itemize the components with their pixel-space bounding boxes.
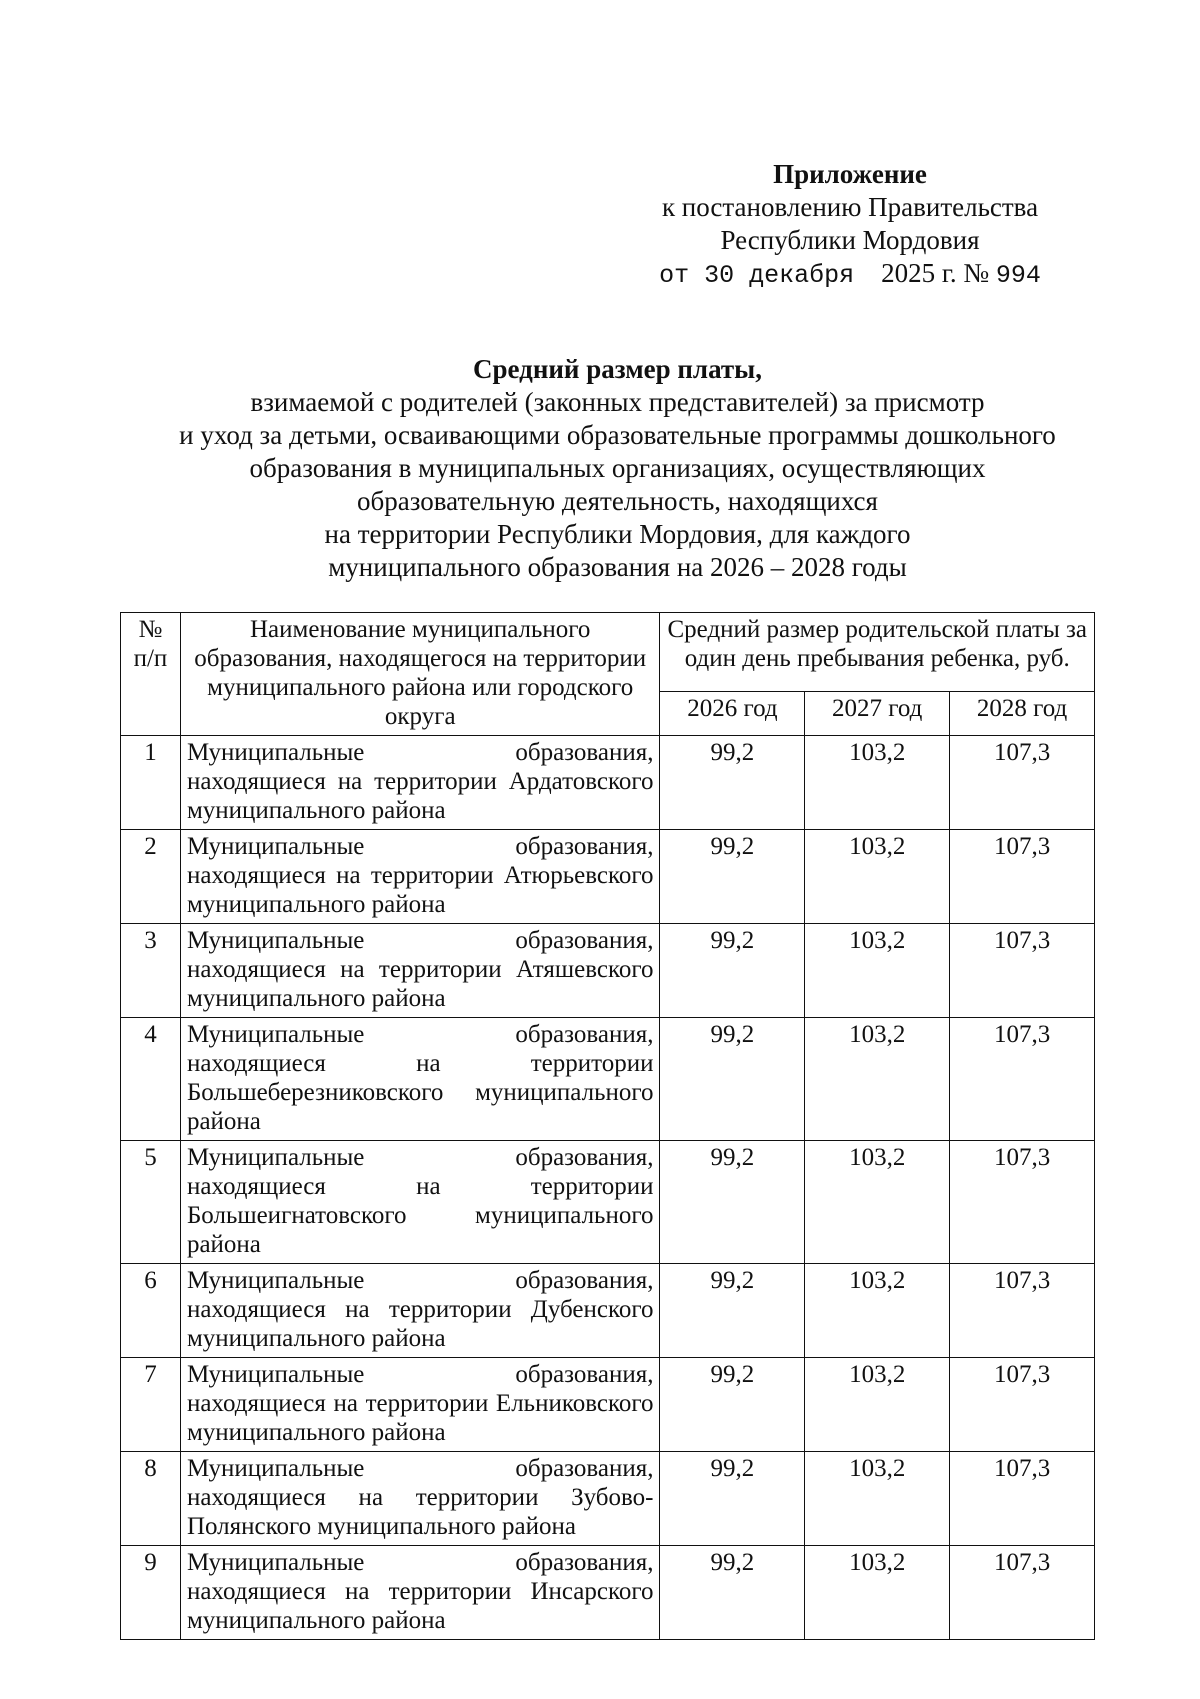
row-value-2026: 99,2 — [660, 830, 805, 924]
row-value-2027: 103,2 — [805, 1141, 950, 1264]
row-name: Муниципальные образования, находящиеся на территории Инсарского муниципального района — [180, 1546, 660, 1640]
table-row — [121, 830, 1095, 924]
row-value-2026: 99,2 — [660, 1452, 805, 1546]
table-row — [121, 1452, 1095, 1546]
row-value-2028: 107,3 — [950, 736, 1095, 830]
header-year-2028: 2028 год — [950, 692, 1095, 736]
appendix-date-year: 2025 г. № — [881, 258, 990, 288]
document-title — [120, 353, 1115, 584]
appendix-date-prefix: от — [659, 261, 705, 290]
appendix-date-line — [640, 257, 1060, 292]
row-value-2027: 103,2 — [805, 1018, 950, 1141]
title-line: муниципального образования на 2026 – 2028 годы — [328, 552, 907, 582]
row-name: Муниципальные образования, находящиеся на территории Большеберезниковского муниципального района — [180, 1018, 660, 1141]
row-value-2026: 99,2 — [660, 1358, 805, 1452]
row-value-2028: 107,3 — [950, 1018, 1095, 1141]
row-name: Муниципальные образования, находящиеся на территории Атюрьевского муниципального района — [180, 830, 660, 924]
row-value-2027: 103,2 — [805, 736, 950, 830]
row-num: 8 — [121, 1452, 181, 1546]
row-value-2027: 103,2 — [805, 1546, 950, 1640]
row-value-2026: 99,2 — [660, 1546, 805, 1640]
appendix-line-2: Республики Мордовия — [720, 225, 980, 255]
title-line: образовательную деятельность, находящихся — [357, 486, 878, 516]
row-name: Муниципальные образования, находящиеся на территории Атяшевского муниципального района — [180, 924, 660, 1018]
row-value-2026: 99,2 — [660, 1264, 805, 1358]
header-num: № п/п — [121, 613, 181, 736]
row-name: Муниципальные образования, находящиеся на территории Ардатовского муниципального района — [180, 736, 660, 830]
appendix-date-day-month: 30 декабря — [704, 261, 855, 290]
appendix-line-1: к постановлению Правительства — [661, 192, 1039, 222]
row-num: 6 — [121, 1264, 181, 1358]
row-value-2028: 107,3 — [950, 830, 1095, 924]
row-value-2028: 107,3 — [950, 1452, 1095, 1546]
row-value-2026: 99,2 — [660, 1018, 805, 1141]
row-num: 3 — [121, 924, 181, 1018]
appendix-number: 994 — [995, 261, 1041, 290]
row-num: 4 — [121, 1018, 181, 1141]
appendix-header — [640, 158, 1060, 292]
title-line: и уход за детьми, осваивающими образовательные программы дошкольного — [179, 420, 1056, 450]
row-value-2028: 107,3 — [950, 1141, 1095, 1264]
row-value-2027: 103,2 — [805, 1358, 950, 1452]
table-row — [121, 1141, 1095, 1264]
row-value-2026: 99,2 — [660, 924, 805, 1018]
title-line: взимаемой с родителей (законных представителей) за присмотр — [250, 387, 985, 417]
row-num: 9 — [121, 1546, 181, 1640]
row-value-2027: 103,2 — [805, 830, 950, 924]
row-name: Муниципальные образования, находящиеся на территории Дубенского муниципального района — [180, 1264, 660, 1358]
row-value-2028: 107,3 — [950, 1264, 1095, 1358]
table-row — [121, 924, 1095, 1018]
row-name: Муниципальные образования, находящиеся на территории Ельниковского муниципального района — [180, 1358, 660, 1452]
row-num: 7 — [121, 1358, 181, 1452]
row-name: Муниципальные образования, находящиеся на территории Зубово-Полянского муниципального района — [180, 1452, 660, 1546]
table-row — [121, 1358, 1095, 1452]
row-value-2026: 99,2 — [660, 1141, 805, 1264]
title-line: образования в муниципальных организациях, осуществляющих — [249, 453, 986, 483]
row-value-2026: 99,2 — [660, 736, 805, 830]
row-num: 1 — [121, 736, 181, 830]
header-year-2026: 2026 год — [660, 692, 805, 736]
row-value-2027: 103,2 — [805, 1264, 950, 1358]
title-bold: Средний размер платы, — [473, 354, 762, 384]
table-row — [121, 1546, 1095, 1640]
row-value-2028: 107,3 — [950, 1358, 1095, 1452]
header-avg-fee: Средний размер родительской платы за один день пребывания ребенка, руб. — [660, 613, 1095, 692]
row-value-2027: 103,2 — [805, 1452, 950, 1546]
fees-table — [120, 612, 1095, 1640]
table-header-row — [121, 613, 1095, 692]
header-year-2027: 2027 год — [805, 692, 950, 736]
header-name: Наименование муниципального образования, находящегося на территории муниципального района или городского округа — [180, 613, 660, 736]
row-name: Муниципальные образования, находящиеся на территории Большеигнатовского муниципального района — [180, 1141, 660, 1264]
appendix-title: Приложение — [773, 159, 927, 189]
row-num: 5 — [121, 1141, 181, 1264]
row-num: 2 — [121, 830, 181, 924]
row-value-2028: 107,3 — [950, 1546, 1095, 1640]
row-value-2028: 107,3 — [950, 924, 1095, 1018]
row-value-2027: 103,2 — [805, 924, 950, 1018]
table-row — [121, 736, 1095, 830]
title-line: на территории Республики Мордовия, для каждого — [324, 519, 911, 549]
table-row — [121, 1264, 1095, 1358]
table-row — [121, 1018, 1095, 1141]
